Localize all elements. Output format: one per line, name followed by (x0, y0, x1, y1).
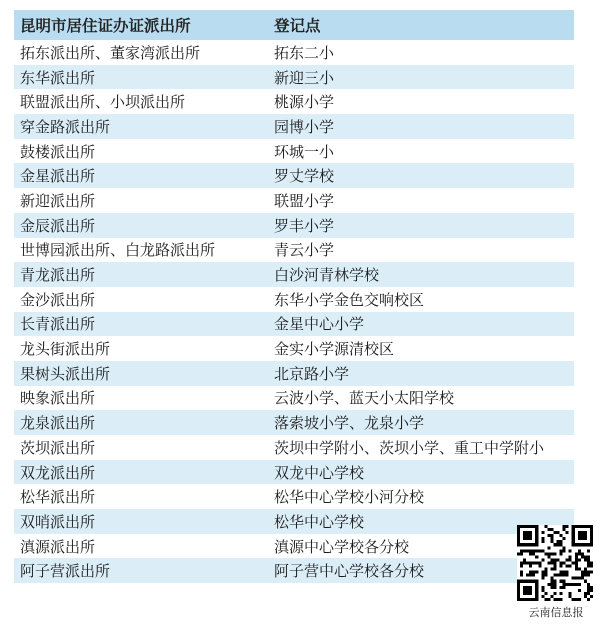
table-row (14, 40, 574, 65)
header-police-station: 昆明市居住证办证派出所 (20, 17, 191, 35)
police-station-cell: 双哨派出所 (20, 512, 96, 531)
police-station-cell: 茨坝派出所 (20, 438, 96, 457)
table-row (14, 213, 574, 238)
table-row (14, 65, 574, 90)
police-station-cell: 穿金路派出所 (20, 117, 111, 136)
police-station-cell: 拓东派出所、董家湾派出所 (20, 43, 201, 62)
table-row (14, 336, 574, 361)
registration-point-cell: 青云小学 (274, 241, 335, 260)
table-row (14, 484, 574, 509)
table-row (14, 139, 574, 164)
registration-point-cell: 罗丈学校 (274, 167, 335, 186)
table-row (14, 163, 574, 188)
police-station-cell: 鼓楼派出所 (20, 142, 96, 161)
table-row (14, 460, 574, 485)
police-station-cell: 龙泉派出所 (20, 414, 96, 433)
registration-point-cell: 云波小学、蓝天小太阳学校 (274, 389, 455, 408)
registration-point-cell: 拓东二小 (274, 43, 335, 62)
registration-point-cell: 落索坡小学、龙泉小学 (274, 414, 425, 433)
registration-point-cell: 联盟小学 (274, 191, 335, 210)
table-row (14, 238, 574, 263)
header-registration-point: 登记点 (274, 17, 321, 35)
table-row (14, 509, 574, 534)
table-row (14, 435, 574, 460)
police-station-cell: 滇源派出所 (20, 537, 96, 556)
registration-point-cell: 松华中心学校小河分校 (274, 488, 425, 507)
police-station-cell: 联盟派出所、小坝派出所 (20, 93, 186, 112)
police-station-cell: 金星派出所 (20, 167, 96, 186)
police-station-cell: 金沙派出所 (20, 290, 96, 309)
police-station-cell: 阿子营派出所 (20, 562, 111, 581)
police-station-cell: 龙头街派出所 (20, 340, 111, 359)
registration-point-cell: 环城一小 (274, 142, 335, 161)
police-station-cell: 松华派出所 (20, 488, 96, 507)
police-station-cell: 长青派出所 (20, 315, 96, 334)
police-station-cell: 金辰派出所 (20, 216, 96, 235)
registration-point-cell: 滇源中心学校各分校 (274, 537, 410, 556)
table-row (14, 89, 574, 114)
police-station-table (14, 10, 574, 583)
table-row (14, 188, 574, 213)
table-header-row (14, 10, 574, 40)
registration-point-cell: 金实小学源清校区 (274, 340, 395, 359)
registration-point-cell: 金星中心小学 (274, 315, 365, 334)
police-station-cell: 新迎派出所 (20, 191, 96, 210)
table-row (14, 312, 574, 337)
table-body (14, 40, 574, 583)
police-station-cell: 世博园派出所、白龙路派出所 (20, 241, 216, 260)
table-row (14, 386, 574, 411)
table-row (14, 361, 574, 386)
newspaper-credit: 云南信息报 (528, 606, 584, 619)
table-row (14, 287, 574, 312)
police-station-cell: 东华派出所 (20, 68, 96, 87)
table-row (14, 534, 574, 559)
police-station-cell: 映象派出所 (20, 389, 96, 408)
police-station-cell: 双龙派出所 (20, 463, 96, 482)
table-row (14, 262, 574, 287)
registration-point-cell: 茨坝中学附小、茨坝小学、重工中学附小 (274, 438, 545, 457)
table-row (14, 114, 574, 139)
registration-point-cell: 北京路小学 (274, 364, 350, 383)
police-station-cell: 果树头派出所 (20, 364, 111, 383)
registration-point-cell: 阿子营中心学校各分校 (274, 562, 425, 581)
table-row (14, 410, 574, 435)
qr-code-icon (517, 525, 593, 601)
police-station-cell: 青龙派出所 (20, 266, 96, 285)
registration-point-cell: 新迎三小 (274, 68, 335, 87)
registration-point-cell: 罗丰小学 (274, 216, 335, 235)
registration-point-cell: 桃源小学 (274, 93, 335, 112)
registration-point-cell: 松华中心学校 (274, 512, 365, 531)
registration-point-cell: 双龙中心学校 (274, 463, 365, 482)
registration-point-cell: 东华小学金色交响校区 (274, 290, 425, 309)
table-row (14, 558, 574, 583)
registration-point-cell: 白沙河青林学校 (274, 266, 380, 285)
registration-point-cell: 园博小学 (274, 117, 335, 136)
